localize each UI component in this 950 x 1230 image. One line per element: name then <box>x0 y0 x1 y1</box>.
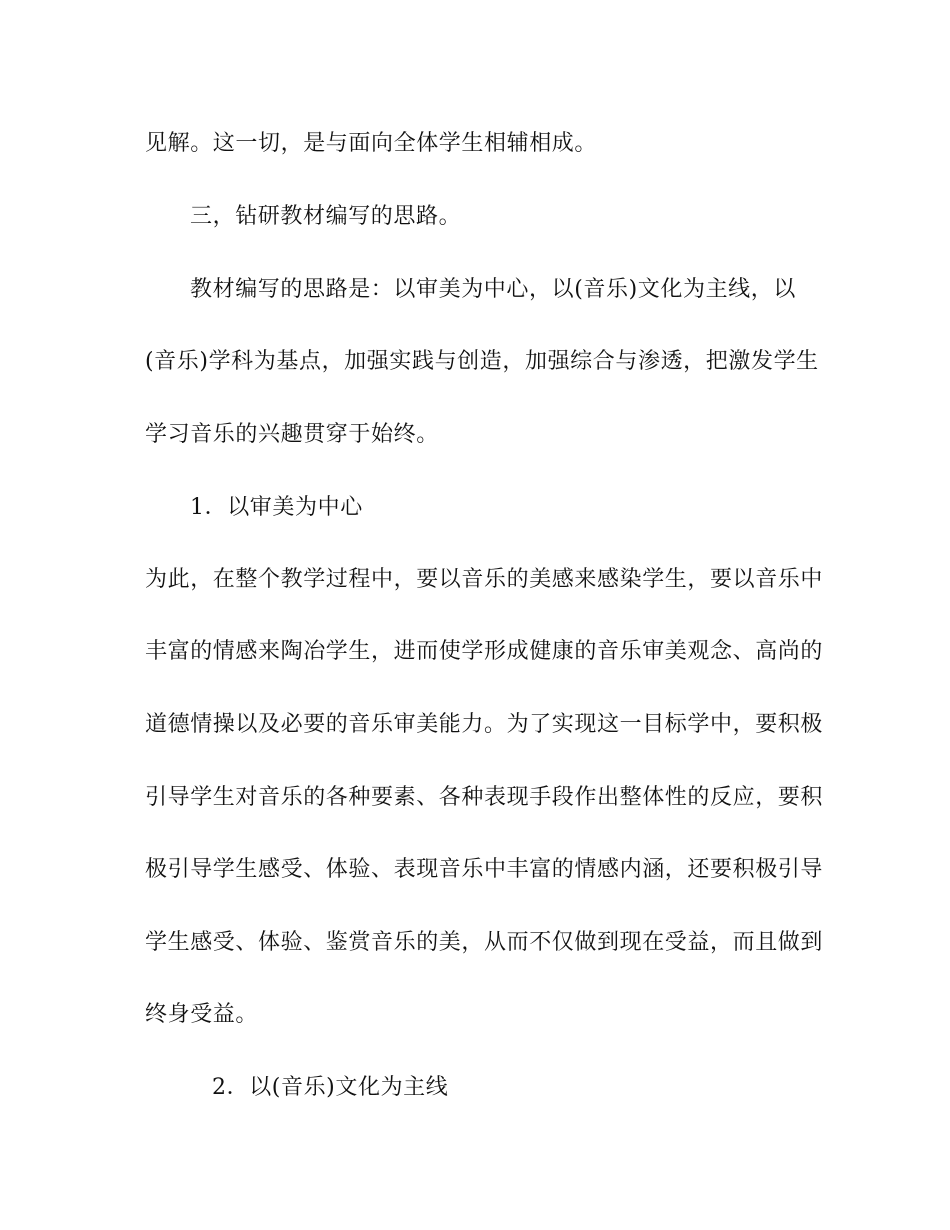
paragraph-line-7: 为此，在整个教学过程中，要以音乐的美感来感染学生，要以音乐中 <box>145 567 824 592</box>
paragraph-line-1: 见解。这一切，是与面向全体学生相辅相成。 <box>145 131 598 156</box>
paragraph-line-11: 极引导学生感受、体验、表现音乐中丰富的情感内涵，还要积极引导 <box>145 857 824 882</box>
paragraph-line-12: 学生感受、体验、鉴赏音乐的美，从而不仅做到现在受益，而且做到 <box>145 930 824 955</box>
paragraph-line-5: 学习音乐的兴趣贯穿于始终。 <box>145 422 439 447</box>
subheading-2: 2．以(音乐)文化为主线 <box>212 1075 449 1100</box>
paragraph-line-13: 终身受益。 <box>145 1002 259 1027</box>
subheading-1: 1．以审美为中心 <box>190 495 363 520</box>
paragraph-line-4: (音乐)学科为基点，加强实践与创造，加强综合与渗透，把激发学生 <box>145 349 819 374</box>
paragraph-line-10: 引导学生对音乐的各种要素、各种表现手段作出整体性的反应，要积 <box>145 785 824 810</box>
paragraph-line-3: 教材编写的思路是：以审美为中心，以(音乐)文化为主线，以 <box>190 277 796 302</box>
section-heading-3: 三，钻研教材编写的思路。 <box>190 204 462 229</box>
paragraph-line-9: 道德情操以及必要的音乐审美能力。为了实现这一目标学中，要积极 <box>145 712 824 737</box>
paragraph-line-8: 丰富的情感来陶冶学生，进而使学形成健康的音乐审美观念、高尚的 <box>145 639 824 664</box>
